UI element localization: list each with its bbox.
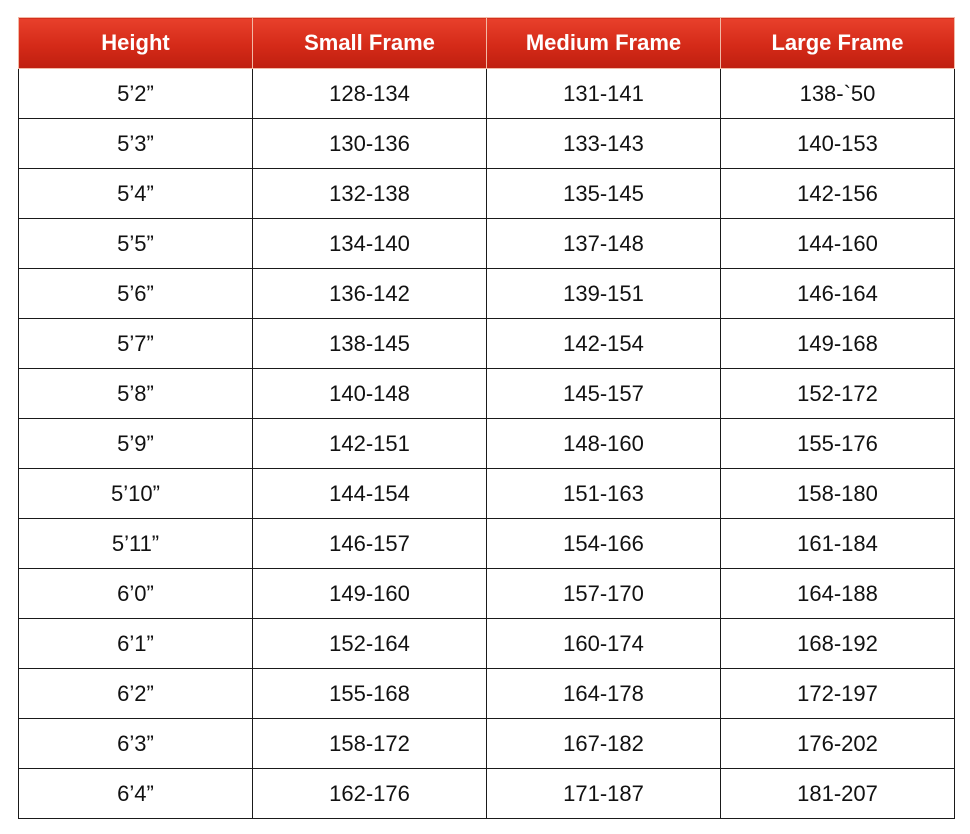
small-frame-cell: 132-138 [253, 169, 487, 219]
small-frame-cell: 162-176 [253, 769, 487, 819]
frame-size-table [18, 17, 955, 819]
small-frame-cell: 142-151 [253, 419, 487, 469]
small-frame-cell: 146-157 [253, 519, 487, 569]
small-frame-cell: 152-164 [253, 619, 487, 669]
small-frame-cell: 158-172 [253, 719, 487, 769]
table-row [19, 569, 955, 619]
large-frame-cell: 168-192 [721, 619, 955, 669]
large-frame-cell: 161-184 [721, 519, 955, 569]
column-header-medium-frame: Medium Frame [487, 18, 721, 69]
table-row [19, 369, 955, 419]
medium-frame-cell: 135-145 [487, 169, 721, 219]
small-frame-cell: 136-142 [253, 269, 487, 319]
medium-frame-cell: 157-170 [487, 569, 721, 619]
medium-frame-cell: 131-141 [487, 69, 721, 119]
medium-frame-cell: 154-166 [487, 519, 721, 569]
medium-frame-cell: 142-154 [487, 319, 721, 369]
table-row [19, 419, 955, 469]
medium-frame-cell: 145-157 [487, 369, 721, 419]
height-cell: 6’2” [19, 669, 253, 719]
table-row [19, 269, 955, 319]
large-frame-cell: 149-168 [721, 319, 955, 369]
medium-frame-cell: 151-163 [487, 469, 721, 519]
small-frame-cell: 155-168 [253, 669, 487, 719]
column-header-small-frame: Small Frame [253, 18, 487, 69]
table-row [19, 169, 955, 219]
large-frame-cell: 142-156 [721, 169, 955, 219]
large-frame-cell: 176-202 [721, 719, 955, 769]
large-frame-cell: 146-164 [721, 269, 955, 319]
table-row [19, 769, 955, 819]
height-cell: 5’2” [19, 69, 253, 119]
large-frame-cell: 138-`50 [721, 69, 955, 119]
height-cell: 6’0” [19, 569, 253, 619]
table-row [19, 69, 955, 119]
large-frame-cell: 164-188 [721, 569, 955, 619]
height-cell: 5’6” [19, 269, 253, 319]
large-frame-cell: 152-172 [721, 369, 955, 419]
table-row [19, 719, 955, 769]
large-frame-cell: 155-176 [721, 419, 955, 469]
medium-frame-cell: 148-160 [487, 419, 721, 469]
small-frame-cell: 144-154 [253, 469, 487, 519]
height-cell: 5’9” [19, 419, 253, 469]
medium-frame-cell: 167-182 [487, 719, 721, 769]
small-frame-cell: 130-136 [253, 119, 487, 169]
frame-size-table-container [18, 17, 954, 819]
table-row [19, 319, 955, 369]
large-frame-cell: 172-197 [721, 669, 955, 719]
small-frame-cell: 134-140 [253, 219, 487, 269]
height-cell: 5’10” [19, 469, 253, 519]
medium-frame-cell: 164-178 [487, 669, 721, 719]
header-row [19, 18, 955, 69]
table-row [19, 219, 955, 269]
small-frame-cell: 138-145 [253, 319, 487, 369]
medium-frame-cell: 133-143 [487, 119, 721, 169]
height-cell: 5’5” [19, 219, 253, 269]
height-cell: 6’4” [19, 769, 253, 819]
medium-frame-cell: 171-187 [487, 769, 721, 819]
small-frame-cell: 149-160 [253, 569, 487, 619]
column-header-large-frame: Large Frame [721, 18, 955, 69]
height-cell: 5’7” [19, 319, 253, 369]
table-row [19, 469, 955, 519]
large-frame-cell: 158-180 [721, 469, 955, 519]
small-frame-cell: 128-134 [253, 69, 487, 119]
table-row [19, 119, 955, 169]
height-cell: 5’11” [19, 519, 253, 569]
column-header-height: Height [19, 18, 253, 69]
table-row [19, 669, 955, 719]
height-cell: 6’3” [19, 719, 253, 769]
height-cell: 5’3” [19, 119, 253, 169]
medium-frame-cell: 137-148 [487, 219, 721, 269]
medium-frame-cell: 139-151 [487, 269, 721, 319]
table-row [19, 619, 955, 669]
table-body [19, 69, 955, 819]
large-frame-cell: 140-153 [721, 119, 955, 169]
height-cell: 5’4” [19, 169, 253, 219]
large-frame-cell: 144-160 [721, 219, 955, 269]
small-frame-cell: 140-148 [253, 369, 487, 419]
large-frame-cell: 181-207 [721, 769, 955, 819]
table-row [19, 519, 955, 569]
height-cell: 5’8” [19, 369, 253, 419]
height-cell: 6’1” [19, 619, 253, 669]
medium-frame-cell: 160-174 [487, 619, 721, 669]
